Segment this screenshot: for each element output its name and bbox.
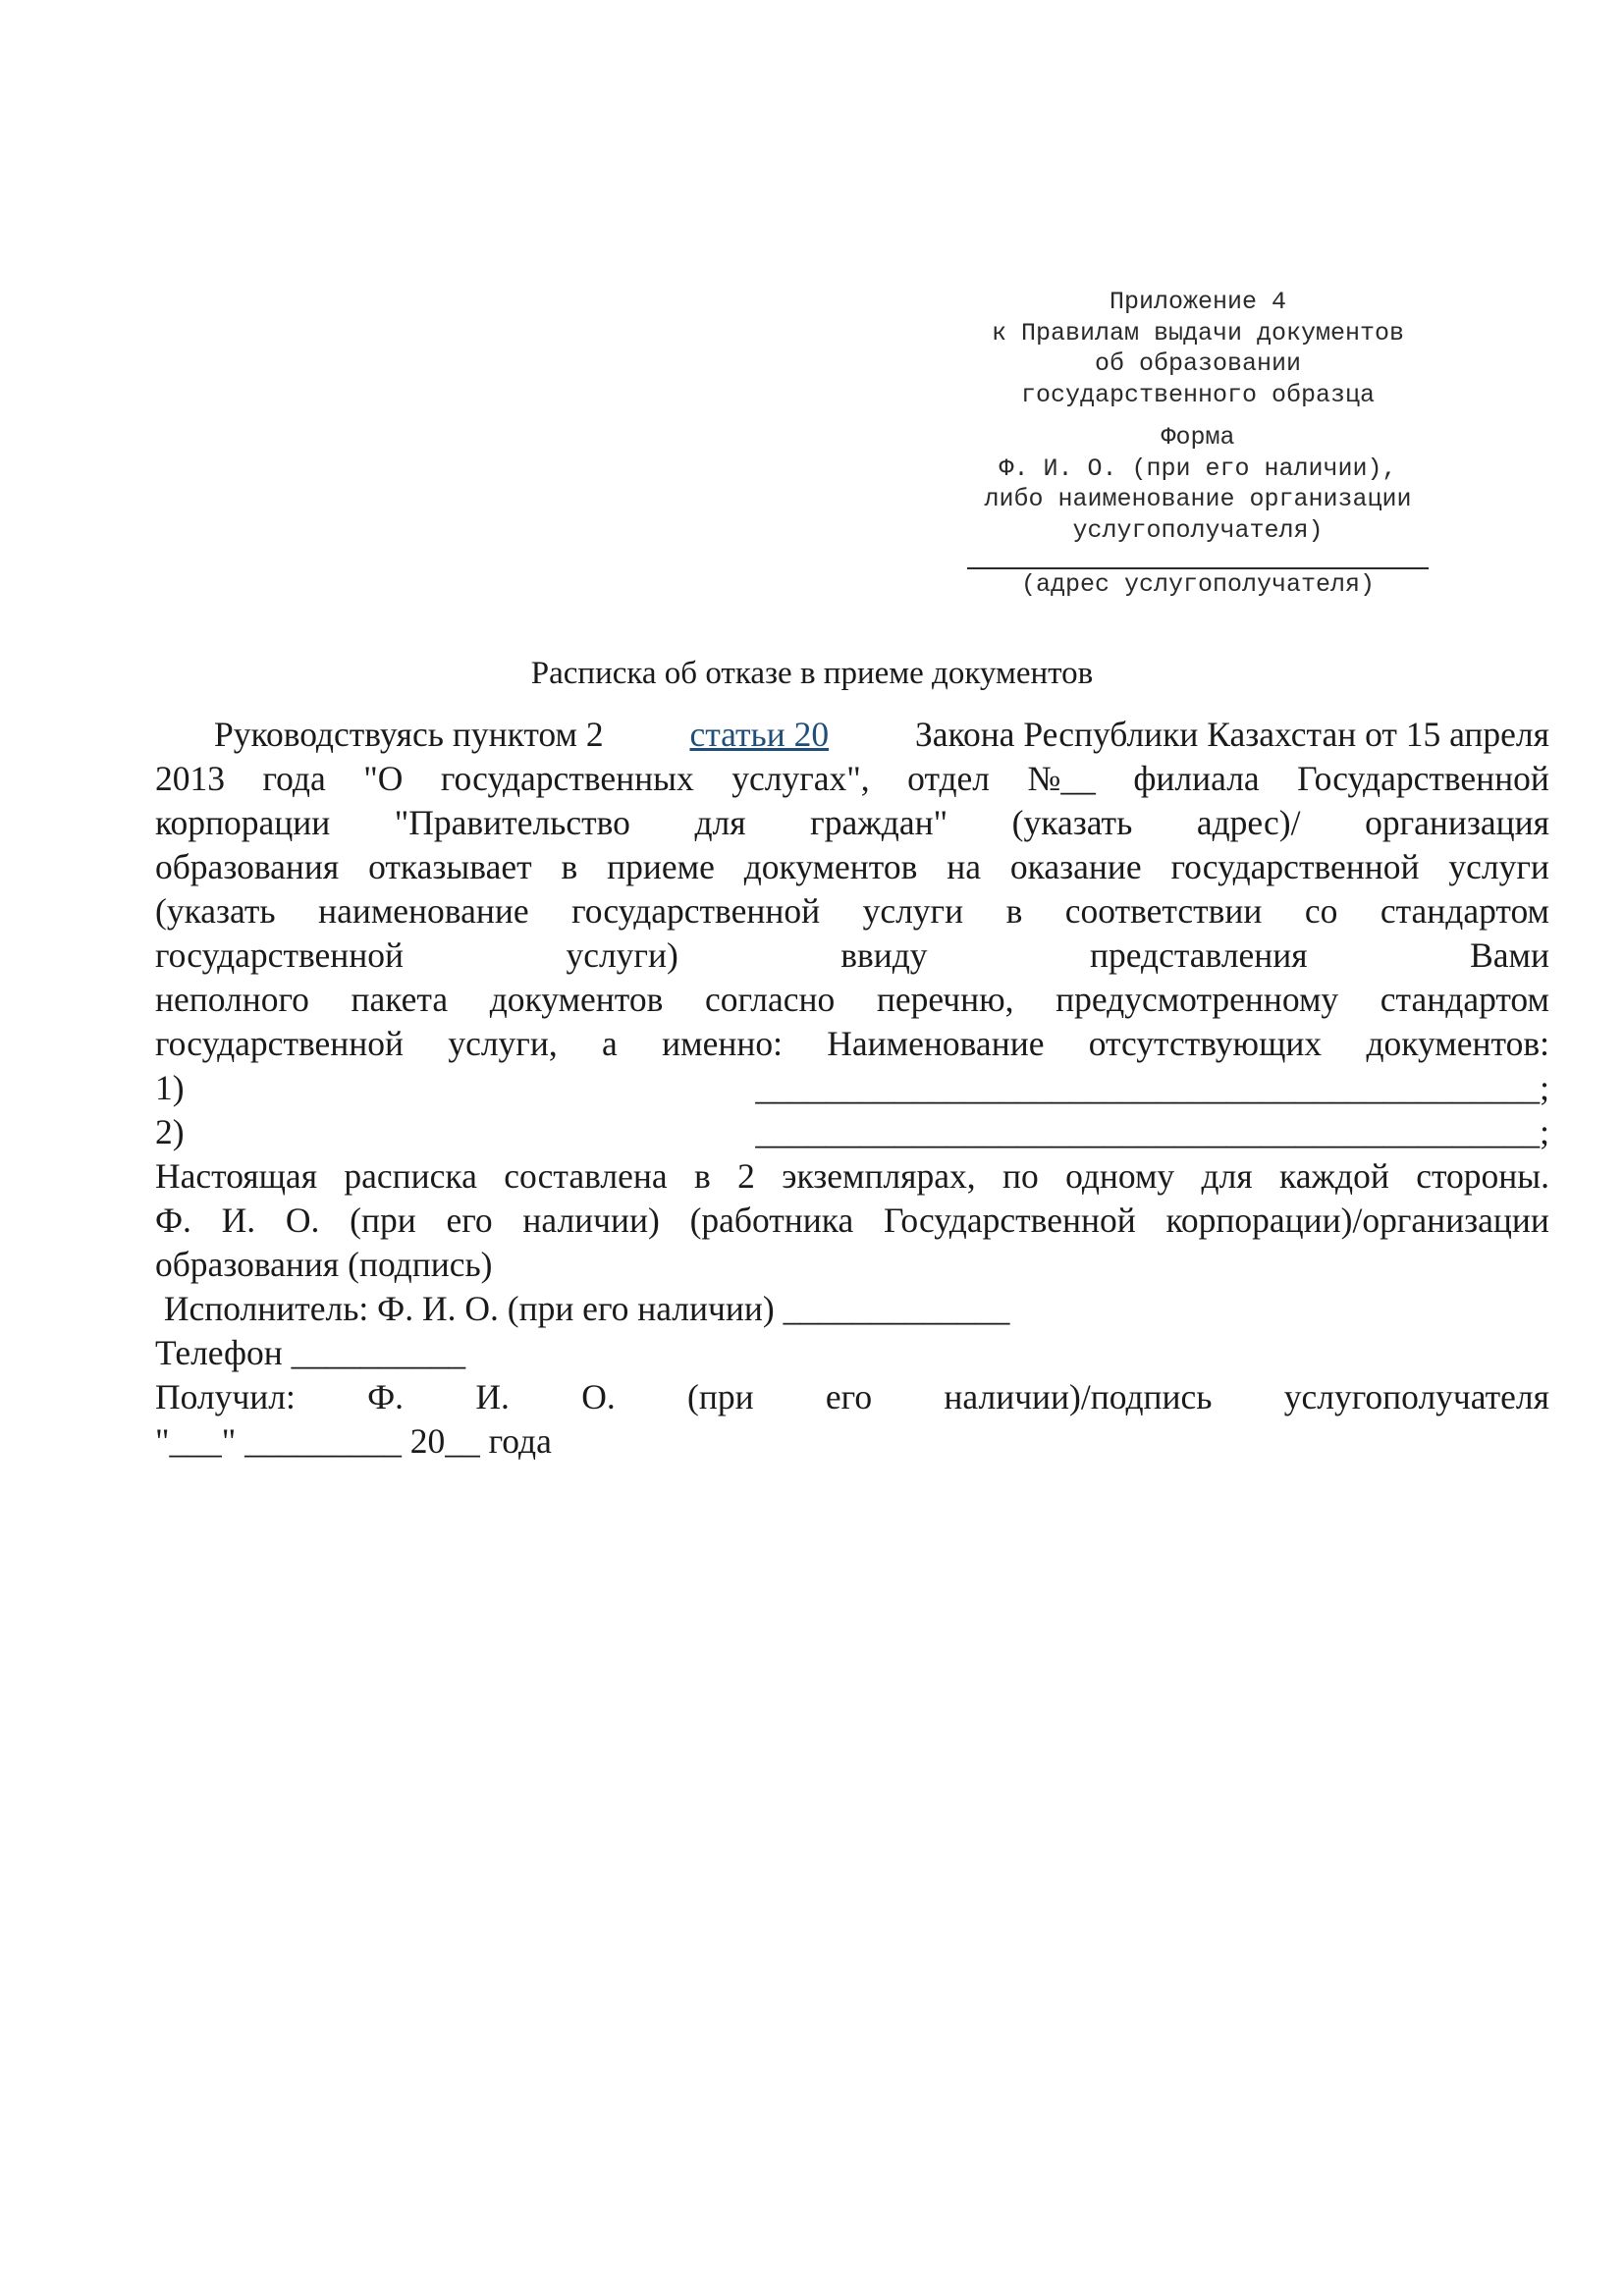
word: в [1005,891,1023,931]
item-number: 1) [155,1068,185,1107]
body-line [155,1199,1549,1243]
form-line: услугополучателя) [1072,515,1324,545]
word: "О [363,759,404,798]
body-line: образования (подпись) [155,1245,493,1284]
word: стандартом [1380,980,1549,1019]
word: неполного [155,980,309,1019]
word: его [825,1377,873,1416]
item-number: 2) [155,1112,185,1151]
word: 2 [737,1156,755,1196]
word: отсутствующих [1088,1024,1323,1063]
word: 2013 [155,759,225,798]
word: на [947,847,981,886]
word: Наименование [827,1024,1045,1063]
form-label: Форма [1161,423,1235,452]
word: "Правительство [394,803,630,842]
word: ввиду [840,935,928,975]
word: составлена [504,1156,668,1196]
word: государственных [440,759,694,798]
word: государственной [1170,847,1420,886]
word: Настоящая [155,1156,318,1196]
word: услуги [862,891,964,931]
word: (при [350,1201,416,1240]
word: согласно [704,980,836,1019]
word: О. [581,1377,616,1416]
receipt-body [155,713,1549,1464]
document-item-2 [155,1110,1549,1154]
body-line [155,845,1549,889]
word: а [602,1024,618,1063]
word: организация [1365,803,1549,842]
word: для [1201,1156,1253,1196]
word: корпорации)/организации [1165,1201,1549,1240]
word: Государственной [883,1201,1136,1240]
word: (указать [1011,803,1133,842]
spacer [903,410,1492,422]
address-blank-line [967,550,1429,569]
word: О. [285,1201,320,1240]
word: предусмотренному [1056,980,1339,1019]
body-line [155,1154,1549,1199]
form-line: Ф. И. О. (при его наличии), [999,454,1397,483]
document-item-1 [155,1066,1549,1110]
word: наличии) [522,1201,660,1240]
appendix-line: к Правилам выдачи документов [991,318,1405,347]
word: стороны. [1416,1156,1549,1196]
word: одному [1065,1156,1175,1196]
word: Ф. [367,1377,405,1416]
word: корпорации [155,803,331,842]
body-line [155,1022,1549,1066]
word: перечню, [876,980,1014,1019]
word: пакета [351,980,449,1019]
word: расписка [344,1156,477,1196]
appendix-line: государственного образца [1020,380,1376,409]
law-article-link[interactable]: статьи 20 [689,715,830,754]
word: со [1304,891,1338,931]
word: (указать [155,891,276,931]
word: №__ [1027,759,1096,798]
appendix-line: Приложение 4 [1109,288,1287,316]
received-line [155,1375,1549,1419]
word: документов: [1366,1024,1549,1063]
text-fragment: Закона Республики Казахстан от 15 апреля [914,715,1549,754]
executor-line: Исполнитель: Ф. И. О. (при его наличии) _____________ [155,1289,1010,1328]
word: отказывает [368,847,532,886]
word: документов [743,847,918,886]
body-line [155,801,1549,845]
body-line [155,978,1549,1022]
word: услугах", [731,759,870,798]
word: представления [1089,935,1308,975]
word: отдел [907,759,991,798]
body-line [155,889,1549,934]
word: государственной [571,891,821,931]
word: стандартом [1380,891,1549,931]
item-blank: _____________________________________________; [755,1112,1549,1151]
word: образования [155,847,340,886]
word: для [694,803,746,842]
word: И. [475,1377,510,1416]
word: наименование [318,891,529,931]
appendix-header [903,287,1492,601]
word: адрес)/ [1196,803,1301,842]
word: экземплярах, [782,1156,976,1196]
word: государственной [155,935,405,975]
word: документов [489,980,664,1019]
word: государственной [155,1024,405,1063]
body-line [155,713,1549,757]
word: соответствии [1064,891,1263,931]
word: граждан" [810,803,948,842]
word: приеме [607,847,715,886]
word: И. [221,1201,256,1240]
word: услуги) [566,935,678,975]
item-blank: _____________________________________________; [755,1068,1549,1107]
word: Государственной [1297,759,1549,798]
word: каждой [1279,1156,1389,1196]
word: в [693,1156,711,1196]
word: Вами [1470,935,1549,975]
appendix-line: об образовании [1094,349,1302,378]
word: года [262,759,326,798]
word: его [446,1201,493,1240]
word: услугополучателя [1283,1377,1549,1416]
word: Получил: [155,1377,296,1416]
word: Ф. [155,1201,191,1240]
phone-line: Телефон __________ [155,1333,466,1372]
word: именно: [662,1024,783,1063]
date-line: "___" _________ 20__ года [155,1421,552,1461]
word: по [1002,1156,1039,1196]
word: в [561,847,578,886]
word: оказание [1009,847,1142,886]
word: услуги [1448,847,1549,886]
form-line: либо наименование организации [984,485,1412,513]
document-title: Расписка об отказе в приеме документов [530,656,1094,691]
word: (при [687,1377,754,1416]
word: наличии)/подпись [944,1377,1213,1416]
body-line [155,934,1549,978]
text-fragment: Руководствуясь пунктом 2 [214,715,604,754]
word: (работника [689,1201,854,1240]
body-line [155,757,1549,801]
address-caption: (адрес услугополучателя) [1020,570,1376,599]
word: филиала [1133,759,1260,798]
word: услуги, [448,1024,558,1063]
